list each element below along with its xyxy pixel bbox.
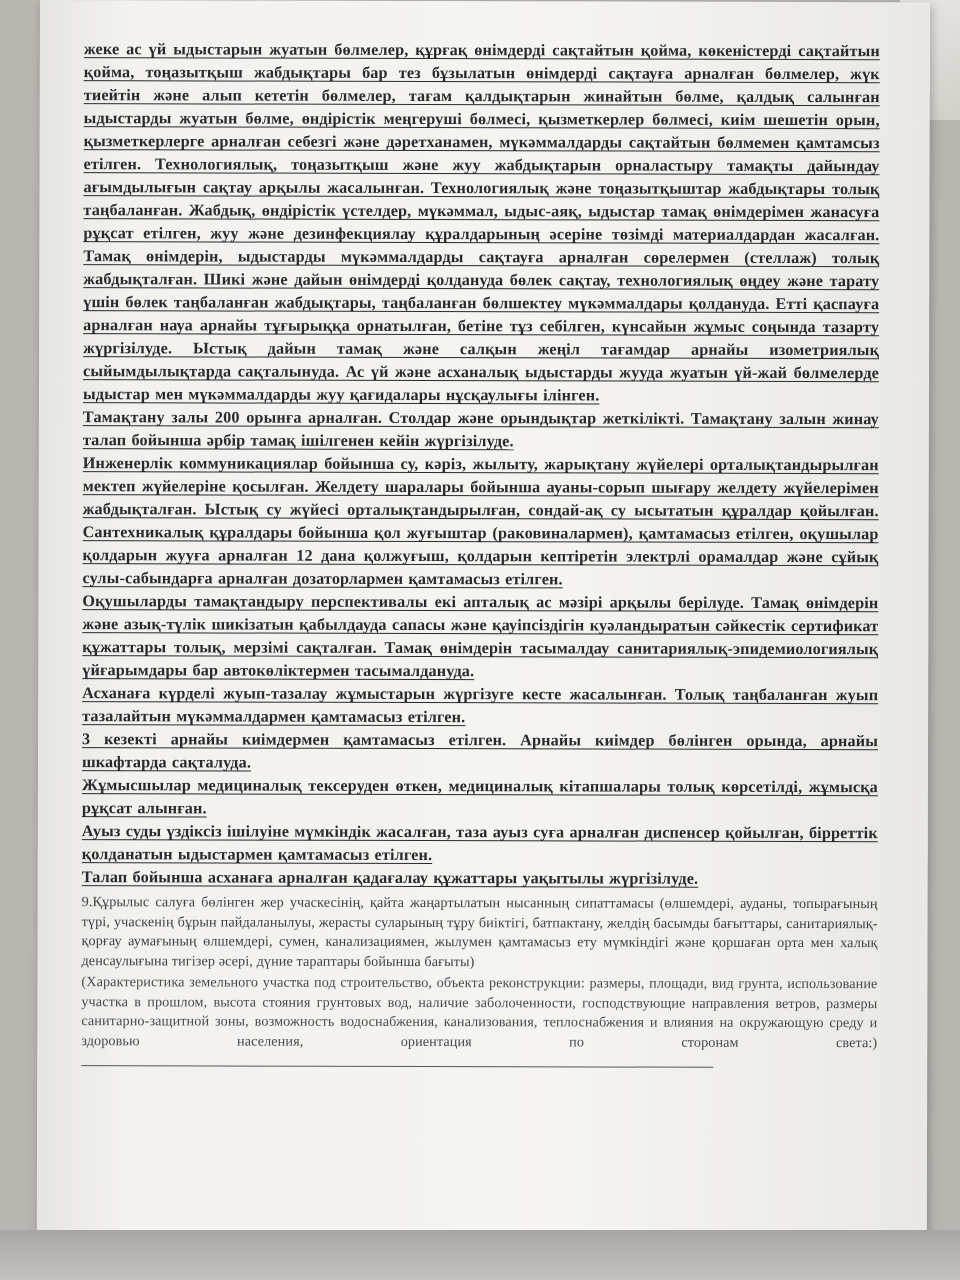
section-9-heading-ru <box>81 973 877 1075</box>
document-body <box>81 38 880 1075</box>
paragraph-cleaning-schedule: Асханаға күрделі жуып-тазалау жұмыстарын жүргізуге кесте жасалынған. Толық таңбаланған жуып тазалайтын мүкәммалдармен қамтамасыз етілген. <box>82 684 879 727</box>
paragraph-medical-checks: Жұмысшылар медициналық тексеруден өткен, медициналық кітапшалары толық көрсетілді, жұмысқа рұқсат алынған. <box>81 776 878 818</box>
paragraph-dining-hall: Тамақтану залы 200 орынға арналған. Столдар және орындықтар жеткілікті. Тамақтану залын жинау талап бойынша әрбір тамақ ішілгенен кейін жүргізілуде. <box>82 408 879 451</box>
paragraph-special-clothing: 3 кезекті арнайы киімдермен қамтамасыз етілген. Арнайы киімдер бөлінген орында, арнайы шкафтарда сақталуда. <box>81 730 879 772</box>
paragraph-supervision-docs: Талап бойынша асханаға арналған қадағалау құжаттары уақытылы жүргізілуде. <box>81 868 699 888</box>
paragraph-kitchen-rooms: жеке ас үй ыдыстарын жуатын бөлмелер, құрғақ өнімдерді сақтайтын қойма, көкеністерді сақтайтын қойма, тоңазытқыш жабдықтары бар тез бұзылатын өнімдерді сақтауға арналған бөлмелер, жүк тиейтін және алып кететін бөлмелер, тағам қалдықтарын жинайтын бөлме, қалдық салынған ыдыстарды жуатын бөлме, өндірістік меңгеруші бөлмесі, қызметкерлер бөлмесі, киім шешетін орын, қызметкерлерге арналған себезгі және дәретханамен, мүкәммалдарды сақтайтын бөлмемен қамтамсыз етілген. Технологиялық, тоңазытқыш және жуу жабдықтарын орналастыру тамақты дайындау ағымдылығын сақтау арқылы жасалынған. Технологиялық және тоңазытқыштар жабдықтары толық таңбаланған. Жабдық, өндірістік үстелдер, мүкәммал, ыдыс-аяқ, ыдыстар тамақ өнімдерімен жанасуға рұқсат етілген, жуу және дезинфекциялау құралдарының әсеріне төзімді материалдардан жасалған. Тамақ өнімдерін, ыдыстарды мүкәммалдарды сақтауға арналған сөрелермен (стеллаж) толық жабдықталған. Шикі және дайын өнімдерді қолдануда бөлек сақтау, технологиялық өңдеу және тарату үшін бөлек таңбаланған жабдықтары, таңбаланған бөлшектеу мүкәммалдары қолдануда. Етті қаспауға арналған науа арнайы тұғырыққа орнатылған, бетіне тұз себілген, күнсайын жұмыс соңында тазарту жүргізілуде. Ыстық дайын тамақ және салқын жеңіл тағамдар арнайы изометриялық сыйымдылықтарда сақталынуда. Ас үй және асханалық ыдыстарды жууда жуатын үй-жай бөлмелерде ыдыстар мен мүкәммалдарды жуу қағидалары нұсқаулығы ілінген. <box>82 40 880 405</box>
section-9-heading-kz: 9.Құрылыс салуға бөлінген жер учаскесінің, қайта жаңартылатын нысанның сипаттамасы (өлшемдері, ауданы, топырағының түрі, учаскенің бұрын пайдаланылуы, жерасты суларының тұру биіктігі, батпактану, желдің басымды бағыттары, санитариялық-қорғау аумағының өлшемдері, сумен, канализациямен, жылумен қамтамасыз ету мүмкіндігі және қоршаған орта мен халық денсаулығына тигізер әсері, дүние тараптары бойынша бағыты) <box>81 894 878 970</box>
paragraph-drinking-water: Ауыз суды үздіксіз ішілуіне мүмкіндік жасалған, таза ауыз суға арналған диспенсер қойылған, бірреттік қолданатын ыдыстармен қамтамасыз етілген. <box>81 822 878 865</box>
desk-surface <box>0 1230 960 1280</box>
document-page <box>37 0 930 1237</box>
section-9-text-ru: (Характеристика земельного участка под строительство, объекта реконструкции: размеры, площади, вид грунта, использование участка в прошлом, высота стояния грунтовых вод, наличие заболоченности, господствующие направления ветров, размеры санитарно-защитной зоны, возможность водоснабжения, канализования, теплоснабжения и влияния на окружающую среду и здоровью населения, ориентация по сторонам света:) <box>81 974 878 1051</box>
paragraph-food-supply: Оқушыларды тамақтандыру перспективалы екі апталық ас мәзірі арқылы берілуде. Тамақ өнімдерін және азық-түлік шикізатын қабылдауда сапасы және қауіпсіздігін куәландыратын сәйкестік сертификат құжаттары толық, мерзімі сақталған. Тамақ өнімдерін тасымалдау санитариялық-эпидемиологиялық үйғарымдары бар автокөліктермен тасымалдануда. <box>82 592 879 681</box>
paragraph-engineering-utilities: Инженерлік коммуникациялар бойынша су, кәріз, жылыту, жарықтану жүйелері орталықтандырылған мектеп жүйелеріне қосылған. Желдету шаралары бойынша ауаны-сорып шығару желдету жүйелерімен жабдықталған. Ыстық су жүйесі орталықтандырылған, сондай-ақ су ысытатын құралдар қойылған. Сантехникалық құралдары бойынша қол жуғыштар (раковиналармен), қамтамасыз етілген, оқушылар қолдарын жууға арналған 12 дана қолжуғыш, қолдарын кептіретін электрлі орамалдар және сұйық сулы-сабындарға арналған дозаторлармен қамтамасыз етілген. <box>82 454 879 589</box>
blank-fill-line <box>81 1051 713 1068</box>
